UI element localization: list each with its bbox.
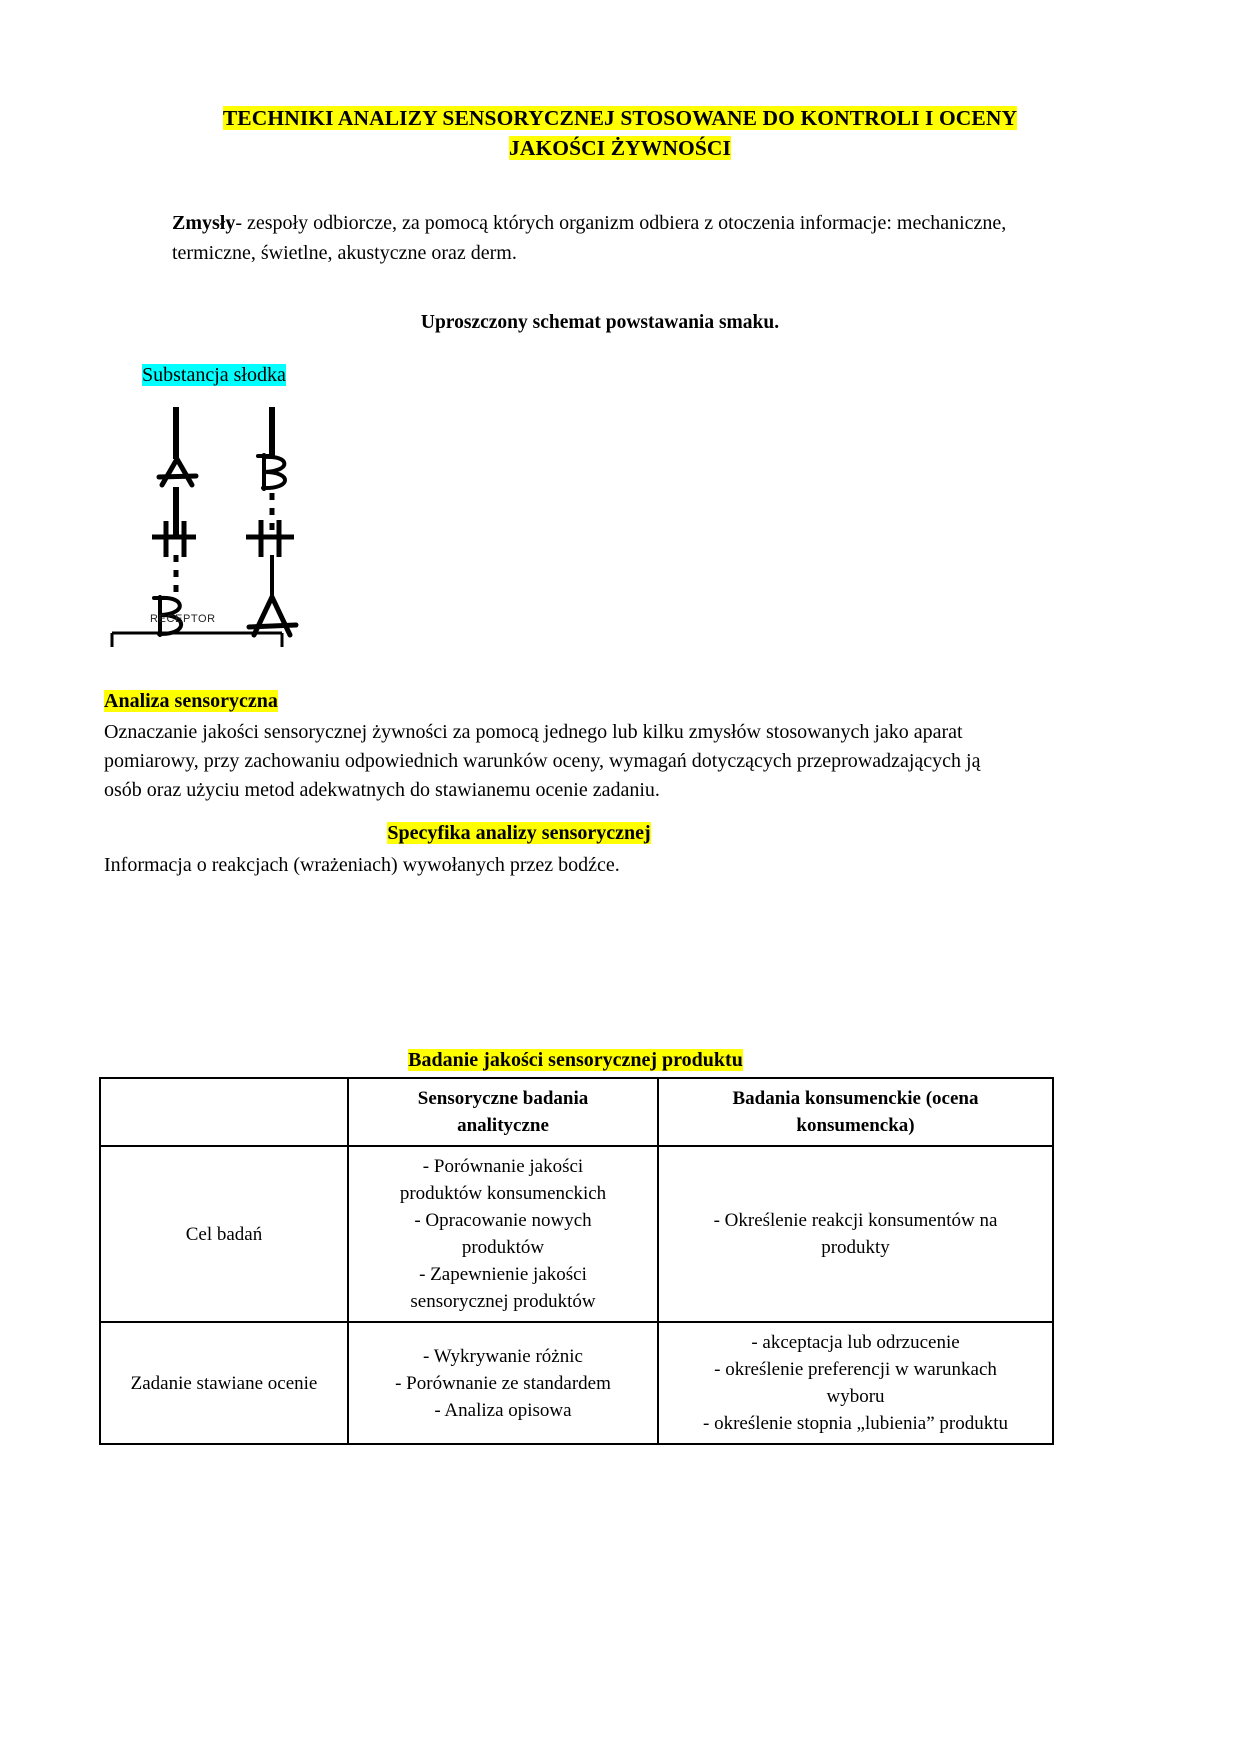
table-heading-wrap bbox=[98, 1049, 1053, 1072]
cell-line: - Zapewnienie jakości bbox=[419, 1264, 587, 1285]
row-label-cel-badan: Cel badań bbox=[100, 1146, 348, 1322]
substance-label: Substancja słodka bbox=[142, 364, 286, 386]
table-heading: Badanie jakości sensorycznej produktu bbox=[408, 1049, 743, 1071]
receptor-label: RECEPTOR bbox=[150, 613, 216, 625]
specyfika-heading-wrap bbox=[104, 822, 934, 845]
cell-line: - Opracowanie nowych bbox=[414, 1210, 592, 1231]
table-head bbox=[100, 1078, 1053, 1146]
diagram-drawing bbox=[104, 389, 404, 649]
table-row bbox=[100, 1322, 1053, 1444]
analiza-heading: Analiza sensoryczna bbox=[104, 690, 278, 712]
table-header-consumer-line-1: Badania konsumenckie (ocena bbox=[732, 1088, 979, 1109]
page-title bbox=[170, 103, 1070, 163]
cell-line: - Wykrywanie różnic bbox=[423, 1345, 583, 1367]
cell-zadanie-consumer bbox=[658, 1322, 1053, 1444]
cell-line: - Porównanie jakości bbox=[422, 1156, 584, 1177]
table-header-consumer-line-2: konsumencka) bbox=[796, 1115, 915, 1136]
table-corner-cell bbox=[100, 1078, 348, 1146]
intro-paragraph bbox=[172, 208, 1052, 268]
scheme-heading: Uproszczony schemat powstawania smaku. bbox=[420, 312, 780, 333]
analiza-heading-wrap bbox=[104, 690, 278, 713]
cell-cel-badan-analytical bbox=[348, 1146, 658, 1322]
cell-line: - Określenie reakcji konsumentów na bbox=[713, 1210, 998, 1231]
diagram-letter-a-top bbox=[159, 459, 196, 485]
cell-line: - określenie stopnia „lubienia” produktu bbox=[703, 1413, 1008, 1434]
page-title-line-2: JAKOŚCI ŻYWNOŚCI bbox=[508, 136, 732, 160]
cell-zadanie-analytical bbox=[348, 1322, 658, 1444]
table-header-row bbox=[100, 1078, 1053, 1146]
cell-line: - Porównanie ze standardem bbox=[395, 1372, 611, 1394]
cell-cel-badan-consumer bbox=[658, 1146, 1053, 1322]
specyfika-heading: Specyfika analizy sensorycznej bbox=[387, 822, 651, 844]
table-header-consumer bbox=[658, 1078, 1053, 1146]
cell-line: produktów bbox=[461, 1237, 545, 1258]
row-label-zadanie: Zadanie stawiane ocenie bbox=[100, 1322, 348, 1444]
cell-line: sensorycznej produktów bbox=[410, 1291, 596, 1312]
sensory-study-table bbox=[99, 1077, 1054, 1445]
intro-term: Zmysły bbox=[172, 212, 236, 234]
specyfika-paragraph: Informacja o reakcjach (wrażeniach) wywołanych przez bodźce. bbox=[104, 854, 620, 876]
cell-line: wyboru bbox=[826, 1386, 885, 1407]
cell-line: - akceptacja lub odrzucenie bbox=[751, 1332, 960, 1353]
taste-formation-diagram bbox=[104, 363, 404, 643]
table-body bbox=[100, 1146, 1053, 1444]
table-header-analytical-line-1: Sensoryczne badania bbox=[417, 1088, 589, 1109]
diagram-letter-a-bottom bbox=[249, 597, 296, 635]
intro-text: - zespoły odbiorcze, za pomocą których organizm odbiera z otoczenia informacje: mechaniczne, termiczne, świetlne, akustyczne oraz derm. bbox=[172, 212, 1007, 264]
cell-line: - określenie preferencji w warunkach bbox=[714, 1359, 997, 1380]
substance-label-wrap bbox=[142, 363, 286, 388]
cell-line: produktów konsumenckich bbox=[399, 1183, 607, 1204]
table-row bbox=[100, 1146, 1053, 1322]
analiza-paragraph: Oznaczanie jakości sensorycznej żywności za pomocą jednego lub kilku zmysłów stosowanych jako aparat pomiarowy, przy zachowaniu odpowiednich warunków oceny, wymagań dotyczących przeprowadzających ją osób oraz użyciu metod adekwatnych do stawianemu ocenie zadaniu. bbox=[104, 721, 981, 801]
table-header-analytical-line-2: analityczne bbox=[457, 1115, 549, 1136]
diagram-letter-b-top bbox=[258, 455, 285, 489]
cell-line: produkty bbox=[821, 1237, 890, 1258]
cell-line: - Analiza opisowa bbox=[434, 1399, 572, 1421]
page-title-line-1: TECHNIKI ANALIZY SENSORYCZNEJ STOSOWANE DO KONTROLI I OCENY bbox=[222, 106, 1018, 130]
table-header-analytical bbox=[348, 1078, 658, 1146]
